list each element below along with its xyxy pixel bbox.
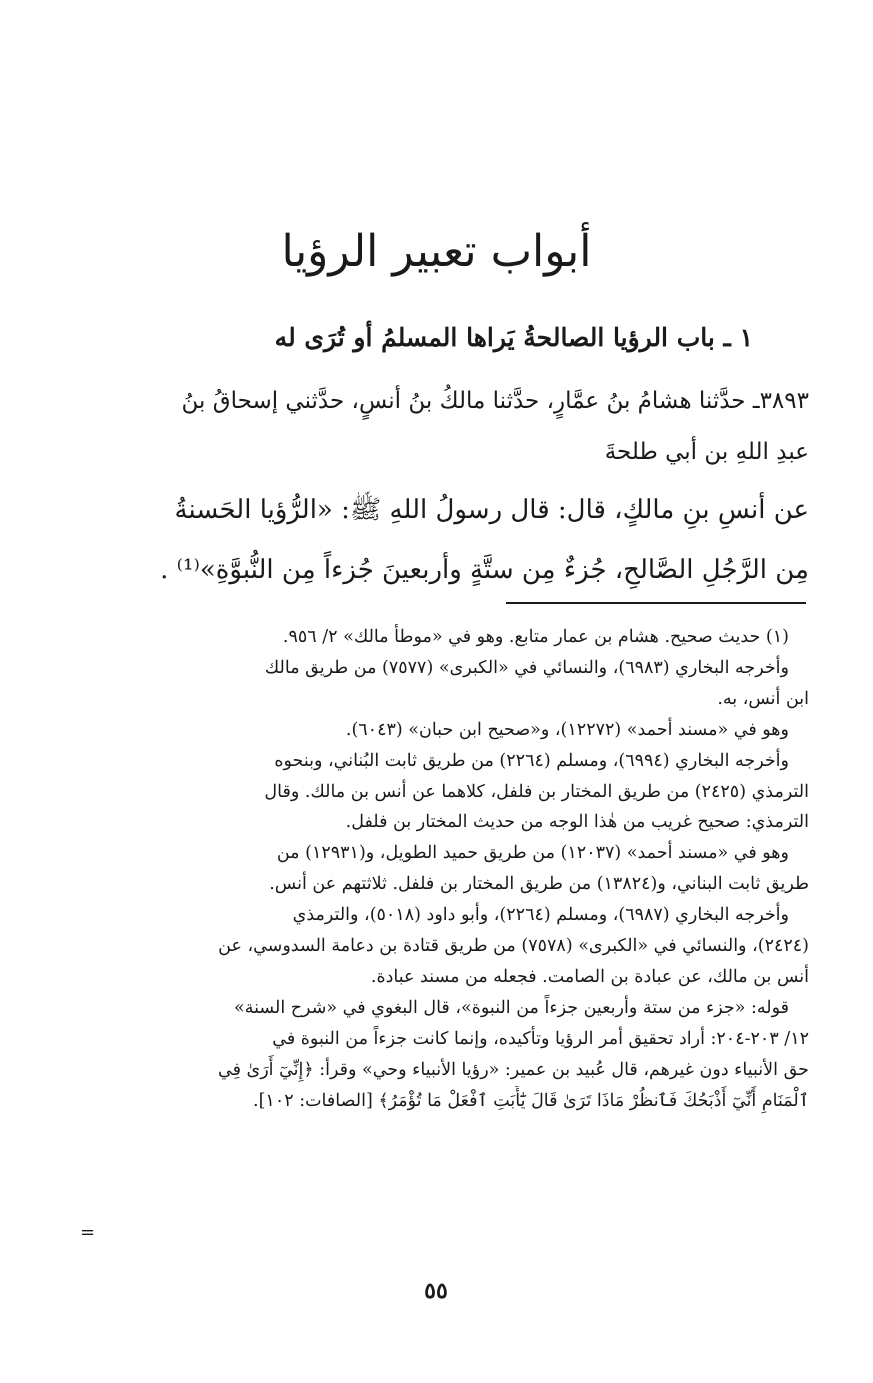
footnote-line: وهو في «مسند أحمد» (١٢٢٧٢)، و«صحيح ابن حبان» (٦٠٤٣). bbox=[345, 719, 789, 740]
footnote-line: وأخرجه البخاري (٦٩٨٧)، ومسلم (٢٢٦٤)، وأبو داود (٥٠١٨)، والترمذي bbox=[292, 905, 789, 926]
hadith-isnad bbox=[64, 376, 809, 478]
page-number: ٥٥ bbox=[424, 1278, 448, 1304]
footnote-line: الترمذي: صحيح غريب من هٰذا الوجه من حديث المختار بن فلفل. bbox=[345, 812, 809, 833]
footnote-line: قوله: «جزء من ستة وأربعين جزءاً من النبوة»، قال البغوي في «شرح السنة» bbox=[234, 997, 789, 1018]
isnad-line: عبدِ اللهِ بن أبي طلحةَ bbox=[604, 439, 809, 465]
footnote-line: (٢٤٢٤)، والنسائي في «الكبرى» (٧٥٧٨) من طريق قتادة بن دعامة السدوسي، عن bbox=[218, 936, 809, 957]
footnote-separator bbox=[506, 602, 806, 604]
continuation-mark: = bbox=[80, 1222, 96, 1243]
footnote-line: الترمذي (٢٤٢٥) من طريق المختار بن فلفل، كلاهما عن أنس بن مالك. وقال bbox=[264, 781, 809, 802]
footnote-line: حق الأنبياء دون غيرهم، قال عُبيد بن عمير: «رؤيا الأنبياء وحي» وقرأ: ﴿إِنِّيٓ أَرَىٰ فِي bbox=[218, 1059, 809, 1080]
matn-line: عن أنسِ بنِ مالكٍ، قال: قال رسولُ اللهِ ﷺ: «الرُّؤيا الحَسنةُ bbox=[174, 495, 809, 525]
footnote-line: أنس بن مالك، عن عبادة بن الصامت. فجعله من مسند عبادة. bbox=[370, 966, 809, 987]
book-section-title: أبواب تعبير الرؤيا bbox=[281, 226, 592, 277]
footnote-line: ٱلْمَنَامِ أَنِّيٓ أَذْبَحُكَ فَٱنظُرْ مَاذَا تَرَىٰ قَالَ يَٰٓأَبَتِ ٱفْعَلْ مَا تُؤْمَرُ﴾ [الصافات: ١٠٢]. bbox=[253, 1090, 809, 1111]
matn-line: مِن الرَّجُلِ الصَّالحِ، جُزءٌ مِن ستَّةٍ وأربعينَ جُزءاً مِن النُّبوَّةِ»⁽¹⁾ . bbox=[160, 555, 809, 585]
hadith-matn bbox=[64, 480, 809, 600]
isnad-line: ٣٨٩٣ـ حدَّثنا هشامُ بنُ عمَّارٍ، حدَّثنا مالكُ بنُ أنسٍ، حدَّثني إسحاقُ بنُ bbox=[181, 388, 809, 414]
footnotes bbox=[64, 622, 809, 1117]
footnote-line: طريق ثابت البناني، و(١٣٨٢٤) من طريق المختار بن فلفل. ثلاثتهم عن أنس. bbox=[269, 874, 809, 895]
footnote-line: ابن أنس، به. bbox=[717, 688, 809, 709]
footnote-line: وأخرجه البخاري (٦٩٩٤)، ومسلم (٢٢٦٤) من طريق ثابت البُناني، وبنحوه bbox=[274, 750, 789, 771]
footnote-line: وأخرجه البخاري (٦٩٨٣)، والنسائي في «الكبرى» (٧٥٧٧) من طريق مالك bbox=[264, 657, 789, 678]
chapter-heading: ١ ـ باب الرؤيا الصالحةُ يَراها المسلمُ أو تُرَى له bbox=[274, 323, 753, 352]
footnote-line: وهو في «مسند أحمد» (١٢٠٣٧) من طريق حميد الطويل، و(١٢٩٣١) من bbox=[276, 843, 789, 864]
footnote-line: (١) حديث صحيح. هشام بن عمار متابع. وهو في «موطأ مالك» ٢/ ٩٥٦. bbox=[282, 627, 789, 647]
footnote-line: ١٢/ ٢٠٣-٢٠٤: أراد تحقيق أمر الرؤيا وتأكيده، وإنما كانت جزءاً من النبوة في bbox=[272, 1028, 809, 1049]
